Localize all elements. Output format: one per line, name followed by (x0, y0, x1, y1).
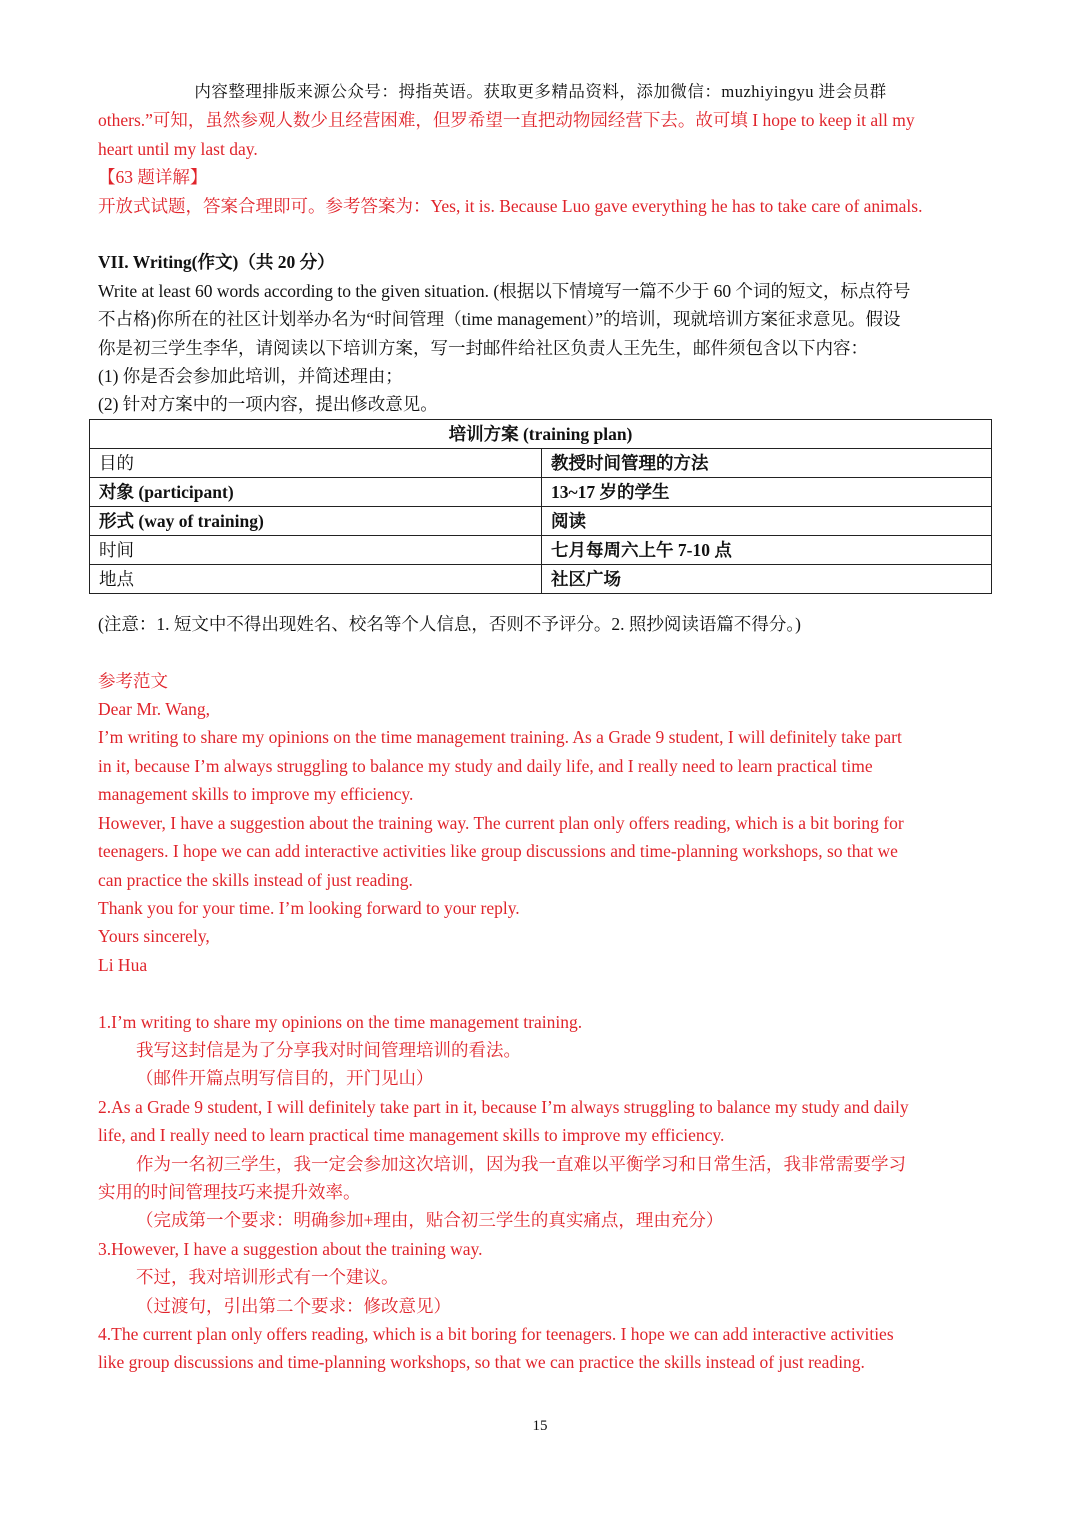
analysis-en: 3.However, I have a suggestion about the training way. (98, 1238, 483, 1259)
essay-greeting: Dear Mr. Wang, (98, 699, 210, 720)
model-essay-title: 参考范文 (98, 670, 168, 691)
row-label: 对象 (participant) (90, 477, 542, 506)
row-label: 地点 (90, 564, 542, 593)
analysis-en: 1.I’m writing to share my opinions on the time management training. (98, 1011, 583, 1032)
page-number: 15 (532, 1418, 548, 1434)
note: (注意：1. 短文中不得出现姓名、校名等个人信息，否则不予评分。2. 照抄阅读语篇不得分。) (98, 613, 801, 634)
training-plan-table (89, 419, 992, 594)
prev-answer-line: heart until my last day. (98, 138, 258, 159)
analysis-cn: 不过，我对培训形式有一个建议。 (136, 1267, 399, 1288)
essay-line: However, I have a suggestion about the training way. The current plan only offers reading, which is a bit boring for (98, 812, 904, 833)
q63-text: 开放式试题，答案合理即可。参考答案为：Yes, it is. Because Luo gave everything he has to take care of animals. (98, 195, 923, 216)
row-value: 七月每周六上午 7-10 点 (542, 535, 992, 564)
document-page (98, 78, 983, 1377)
section-title: VII. Writing(作文)（共 20 分） (98, 252, 335, 273)
row-label: 目的 (90, 448, 542, 477)
row-value: 13~17 岁的学生 (542, 477, 992, 506)
analysis-cn: 作为一名初三学生，我一定会参加这次培训，因为我一直难以平衡学习和日常生活，我非常需要学习 (136, 1153, 906, 1174)
essay-line: Thank you for your time. I’m looking forward to your reply. (98, 897, 520, 918)
essay-line: teenagers. I hope we can add interactive activities like group discussions and time-planning workshops, so that we (98, 841, 898, 862)
analysis-cn: 我写这封信是为了分享我对时间管理培训的看法。 (136, 1039, 521, 1060)
analysis-en: 2.As a Grade 9 student, I will definitely take part in it, because I’m always struggling to balance my study and daily (98, 1096, 909, 1117)
row-label: 时间 (90, 535, 542, 564)
table-row (90, 448, 992, 477)
essay-signature: Li Hua (98, 954, 148, 975)
instruction-line: 不占格)你所在的社区计划举办名为“时间管理（time management）”的培训，现就培训方案征求意见。假设 (98, 309, 901, 330)
analysis-en: life, and I really need to learn practical time management skills to improve my efficiency. (98, 1125, 725, 1146)
instruction-line: Write at least 60 words according to the given situation. (根据以下情境写一篇不少于 60 个词的短文，标点符号 (98, 280, 911, 301)
analysis-note: （过渡句，引出第二个要求：修改意见） (136, 1295, 451, 1316)
analysis-note: （完成第一个要求：明确参加+理由，贴合初三学生的真实痛点，理由充分） (136, 1210, 724, 1231)
row-label: 形式 (way of training) (90, 506, 542, 535)
instruction-line: 你是初三学生李华，请阅读以下培训方案，写一封邮件给社区负责人王先生，邮件须包含以下内容： (98, 337, 868, 358)
essay-line: I’m writing to share my opinions on the time management training. As a Grade 9 student, I will definitely take part (98, 727, 902, 748)
analysis-cn: 实用的时间管理技巧来提升效率。 (98, 1181, 361, 1202)
row-value: 教授时间管理的方法 (542, 448, 992, 477)
table-row (90, 506, 992, 535)
table-row (90, 564, 992, 593)
essay-line: can practice the skills instead of just reading. (98, 869, 413, 890)
requirement-1: (1) 你是否会参加此培训，并简述理由； (98, 366, 403, 387)
requirement-2: (2) 针对方案中的一项内容，提出修改意见。 (98, 394, 438, 415)
row-value: 阅读 (542, 506, 992, 535)
analysis-note: （邮件开篇点明写信目的，开门见山） (136, 1068, 434, 1089)
essay-closing: Yours sincerely, (98, 926, 210, 947)
essay-line: in it, because I’m always struggling to balance my study and daily life, and I really need to learn practical time (98, 755, 873, 776)
prev-answer-line: others.”可知，虽然参观人数少且经营困难，但罗希望一直把动物园经营下去。故可填 I hope to keep it all my (98, 110, 915, 131)
page-header: 内容整理排版来源公众号：拇指英语。获取更多精品资料，添加微信：muzhiyingyu 进会员群 (194, 82, 887, 101)
table-row (90, 477, 992, 506)
analysis-en: 4.The current plan only offers reading, which is a bit boring for teenagers. I hope we can add interactive activities (98, 1323, 894, 1344)
analysis-en: like group discussions and time-planning workshops, so that we can practice the skills instead of just reading. (98, 1352, 865, 1373)
essay-line: management skills to improve my efficiency. (98, 784, 414, 805)
q63-title: 【63 题详解】 (98, 167, 208, 188)
table-row (90, 535, 992, 564)
row-value: 社区广场 (542, 564, 992, 593)
table-title: 培训方案 (training plan) (90, 419, 992, 448)
